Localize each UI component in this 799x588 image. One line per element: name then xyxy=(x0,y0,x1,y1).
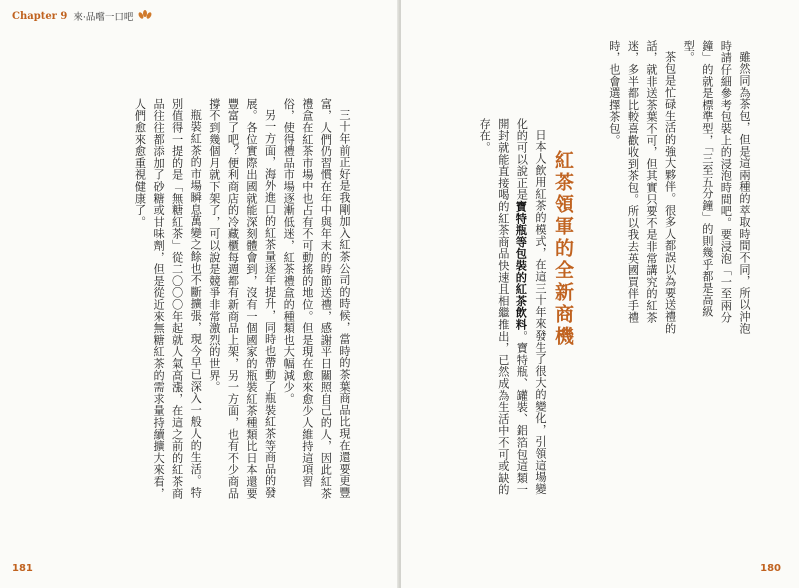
section-intro xyxy=(475,118,549,498)
intro-bold-text: 寶特瓶等包裝的紅茶飲料 xyxy=(514,200,529,331)
paragraph xyxy=(475,118,549,498)
intro-text-b: 。寶特瓶、罐裝、鋁箔包這類一開封就能直接喝的紅茶商品快速且相繼推出，已然成為生活中不可或缺的存在。 xyxy=(478,118,529,496)
flower-icon xyxy=(138,10,152,22)
paragraph: 三十年前正好是我剛加入紅茶公司的時候，當時的茶葉商品比現在還要更豐富，人們仍習慣在年中與年末的時節送禮，感謝平日關照自己的人，因此紅茶禮盒在紅茶市場中也占有不可動搖的地位。但是現在愈來愈少人維持這項習俗，使得禮品市場逐漸低迷，紅茶禮盒的種類也大幅減少。 xyxy=(282,98,351,500)
paragraph: 雖然同為茶包，但是這兩種的萃取時間不同，所以沖泡時請仔細參考包裝上的浸泡時間吧。要浸泡「一至兩分鐘」的就是標準型，「三至五分鐘」的則幾乎都是高級型。 xyxy=(682,40,751,335)
chapter-label: Chapter 9 xyxy=(12,10,68,22)
paragraph: 另一方面，海外進口的紅茶量逐年提升，同時也帶動了瓶裝紅茶等商品的發展。各位實際出國就能深刻體會到，沒有一個國家的瓶裝紅茶種類比日本還要豐富了吧？便利商店的冷藏櫃每週都有新商品上架，另一方面，也有不少商品撐不到幾個月就下架了，可以說是競爭非常激烈的世界。 xyxy=(207,98,277,500)
paragraph: 茶包是忙碌生活的強大夥伴。很多人都誤以為要送禮的話，就非送茶葉不可，但其實只要不是非常講究的紅茶迷，多半都比較喜歡收到茶包。所以我去英國買伴手禮時，也會選擇茶包。 xyxy=(607,40,677,335)
left-page-text xyxy=(130,98,353,502)
page-number-left: 181 xyxy=(12,563,33,574)
left-page xyxy=(0,0,399,588)
intro-text-a: 日本人飲用紅茶的模式，在這三十年來發生了很大的變化，引領這場變化的可以說正是 xyxy=(515,118,547,495)
paragraph: 瓶裝紅茶的市場瞬息萬變之餘也不斷擴張，現今早已深入一般人的生活。特別值得一提的是「無糖紅茶」從二〇〇〇年起就人氣高漲，在這之前的紅茶商品往往都添加了砂糖或甘味劑，但是從近來無糖紅茶的需求量持續擴大來看，人們愈來愈重視健康了。 xyxy=(133,98,203,500)
running-head xyxy=(12,7,152,25)
right-page-text xyxy=(604,40,753,340)
page-number-right: 180 xyxy=(760,563,781,574)
section-heading: 紅茶領軍的全新商機 xyxy=(552,150,574,348)
chapter-title: 來·品嚐一口吧 xyxy=(73,12,134,23)
right-page xyxy=(401,0,799,588)
